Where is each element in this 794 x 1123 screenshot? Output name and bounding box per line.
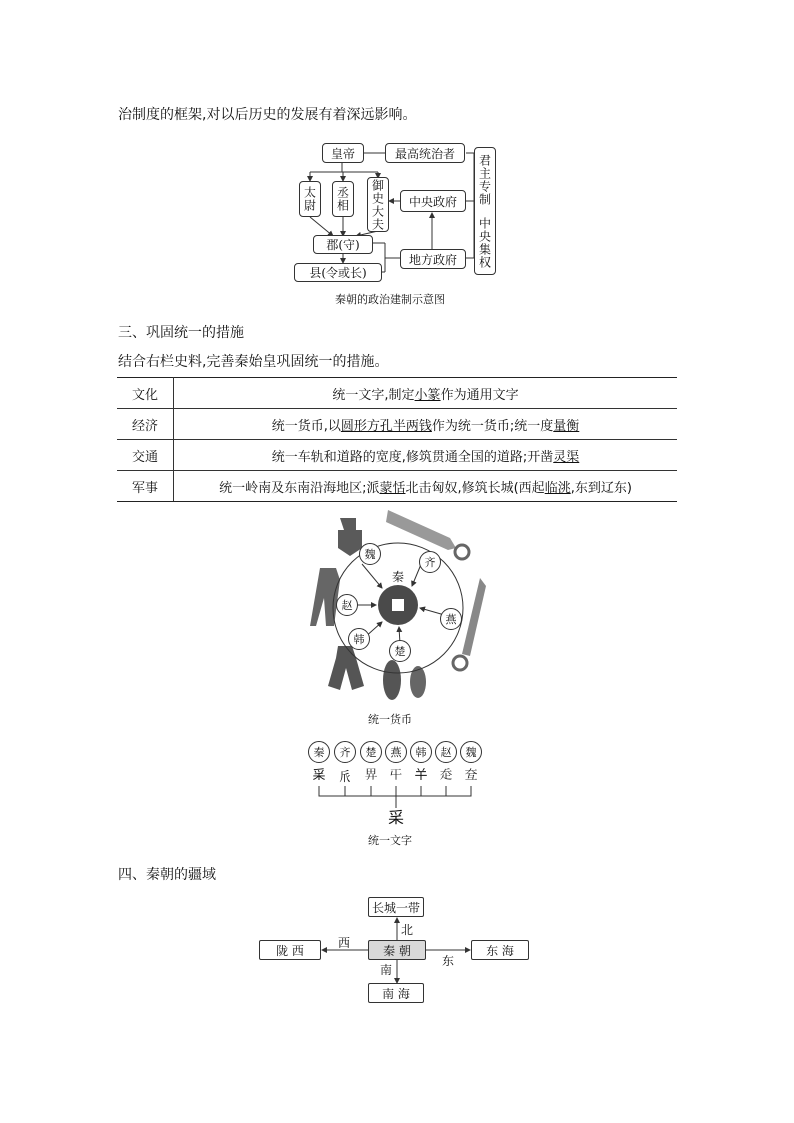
table-row: [117, 471, 677, 502]
section3-heading: 三、巩固统一的措施: [118, 325, 244, 341]
south-box: 南 海: [368, 983, 424, 1003]
central-gov-box: 中央政府: [400, 190, 466, 212]
taiwei-box: 太尉: [299, 181, 321, 217]
politics-diagram-caption: 秦朝的政治建制示意图: [335, 293, 445, 306]
state-circle: 魏: [359, 543, 381, 565]
supreme-ruler-box: 最高统治者: [385, 143, 465, 163]
row-category: 交通: [117, 440, 174, 471]
monarchy-label: 君主专制: [477, 153, 492, 206]
state-circle: 赵: [435, 741, 457, 763]
east-label: 东: [442, 954, 455, 968]
chengxiang-box: 丞相: [332, 181, 354, 217]
center-box: 秦 朝: [368, 940, 426, 960]
east-box: 东 海: [471, 940, 529, 960]
center-state-label: 秦: [392, 570, 405, 584]
row-value: 统一文字,制定小篆作为通用文字: [174, 378, 678, 409]
west-box: 陇 西: [259, 940, 321, 960]
centralization-label: 中央集权: [477, 216, 492, 269]
section3-instruction: 结合右栏史料,完善秦始皇巩固统一的措施。: [118, 354, 389, 370]
state-circle: 赵: [336, 594, 358, 616]
spade-coin-icon: [310, 568, 340, 626]
currency-figure: [300, 508, 490, 708]
monarchy-centralization-box: [474, 147, 496, 275]
state-circle: 燕: [440, 608, 462, 630]
table-row: [117, 409, 677, 440]
south-label: 南: [380, 963, 393, 977]
row-value: 统一车轨和道路的宽度,修筑贯通全国的道路;开凿灵渠: [174, 440, 678, 471]
seal-glyph: 𢆉: [414, 768, 428, 783]
ant-nose-coin-icon: [410, 666, 426, 698]
politics-diagram: [0, 0, 794, 320]
west-label: 西: [338, 936, 351, 950]
local-gov-box: 地方政府: [400, 249, 466, 269]
measures-table: [117, 377, 677, 502]
seal-glyph: 𢌿: [364, 768, 378, 783]
table-row: [117, 440, 677, 471]
state-circle: 秦: [308, 741, 330, 763]
state-circle: 燕: [385, 741, 407, 763]
row-category: 经济: [117, 409, 174, 440]
state-circle: 楚: [389, 640, 411, 662]
state-circle: 齐: [334, 741, 356, 763]
state-circle: 韩: [410, 741, 432, 763]
knife-coin-icon: [462, 578, 486, 656]
state-circle: 楚: [360, 741, 382, 763]
intro-text: 治制度的框架,对以后历史的发展有着深远影响。: [118, 107, 417, 123]
jun-box: 郡(守): [313, 235, 373, 254]
territory-diagram: [250, 890, 550, 1010]
section4-heading: 四、秦朝的疆域: [118, 867, 216, 883]
script-figure: [300, 740, 490, 830]
state-circle: 齐: [419, 551, 441, 573]
seal-glyph: 𡕒: [389, 768, 403, 783]
seal-glyph: 𡗨: [464, 768, 478, 783]
ant-nose-coin-icon: [383, 660, 401, 700]
table-row: [117, 378, 677, 409]
knife-coin-icon: [386, 510, 456, 550]
row-category: 军事: [117, 471, 174, 502]
emperor-box: 皇帝: [322, 143, 364, 163]
script-caption: 统一文字: [368, 834, 412, 847]
row-value: 统一岭南及东南沿海地区;派蒙恬北击匈奴,修筑长城(西起临洮,东到辽东): [174, 471, 678, 502]
seal-glyph: 𠂢: [338, 770, 352, 785]
state-circle: 韩: [348, 628, 370, 650]
seal-glyph: 𥝩: [312, 768, 326, 783]
row-value: 统一货币,以圆形方孔半两钱作为统一货币;统一度量衡: [174, 409, 678, 440]
currency-caption: 统一货币: [368, 713, 412, 726]
xian-box: 县(令或长): [294, 263, 382, 282]
state-circle: 魏: [460, 741, 482, 763]
row-category: 文化: [117, 378, 174, 409]
seal-glyph: 𧺆: [439, 768, 453, 783]
spade-coin-icon: [328, 646, 364, 690]
unified-seal-glyph: 𥝩: [387, 808, 404, 827]
currency-illustration: [300, 508, 490, 708]
north-label: 北: [401, 923, 414, 937]
yushidafu-box: 御史大夫: [367, 177, 389, 232]
north-box: 长城一带: [368, 897, 424, 917]
